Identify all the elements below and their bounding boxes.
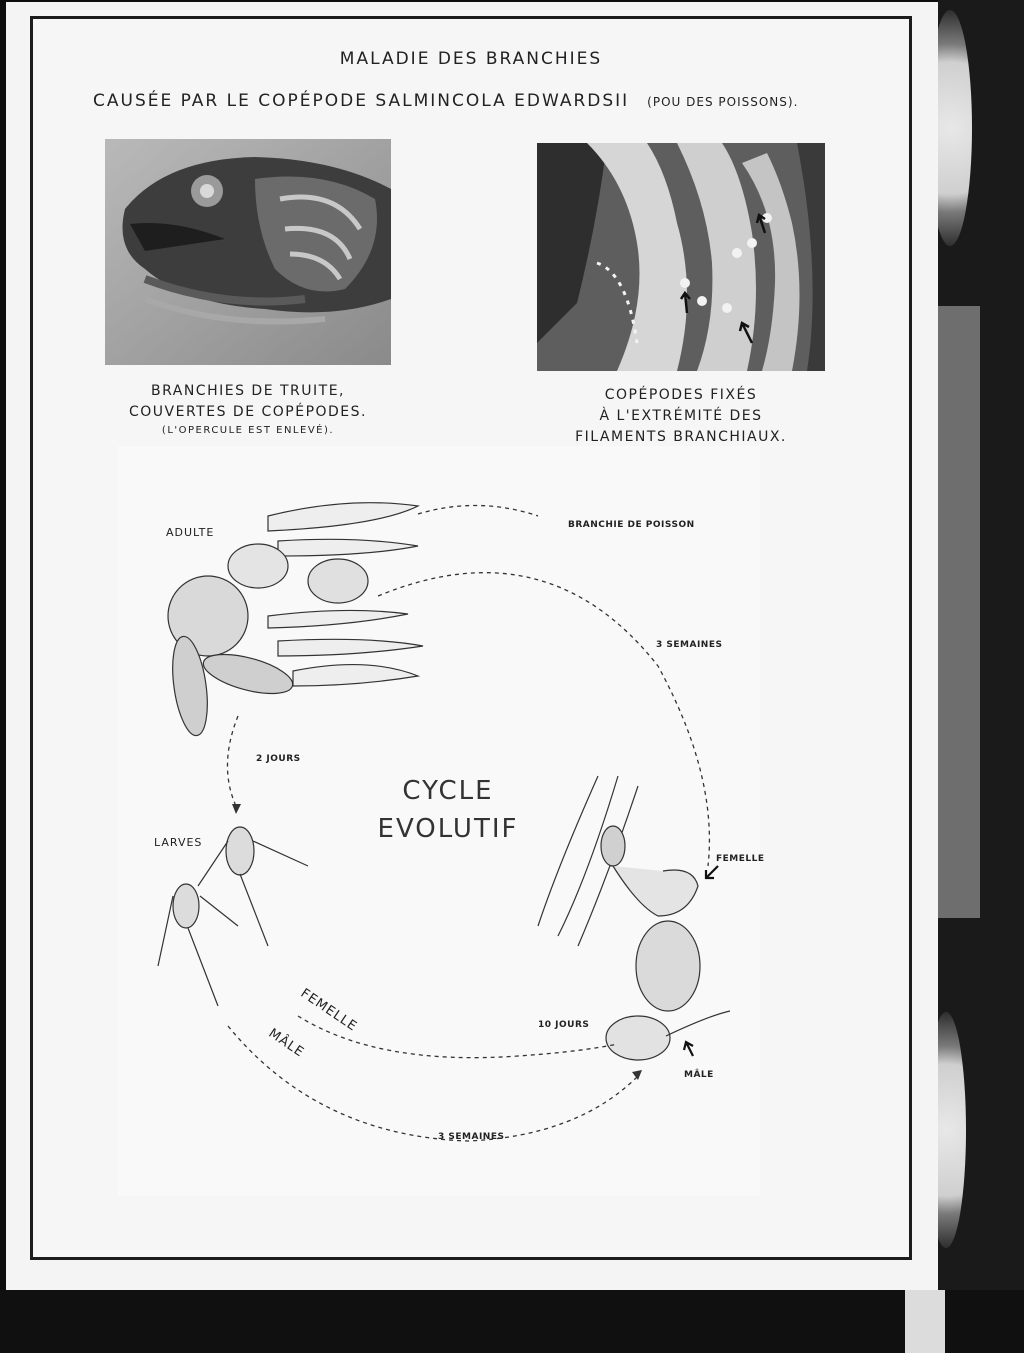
wooden-block bbox=[934, 306, 980, 918]
female-body bbox=[636, 921, 700, 1011]
bottom-edge bbox=[0, 1290, 1024, 1353]
label-dix-jours: 10 JOURS bbox=[538, 1020, 590, 1030]
cycle-title-line2: EVOLUTIF bbox=[377, 814, 519, 844]
photo-gill-filaments bbox=[537, 143, 825, 371]
arrow-femelle bbox=[706, 866, 718, 878]
label-larves: LARVES bbox=[154, 836, 203, 849]
label-male-right: MÂLE bbox=[684, 1070, 714, 1080]
label-femelle-arc: FEMELLE bbox=[297, 986, 360, 1035]
caption-right bbox=[537, 385, 825, 448]
female-head bbox=[601, 826, 625, 866]
arrowhead-male bbox=[632, 1070, 642, 1080]
gill-filament bbox=[268, 610, 408, 628]
label-male-arc: MÂLE bbox=[265, 1026, 307, 1061]
label-femelle-right: FEMELLE bbox=[716, 854, 765, 864]
cycle-title bbox=[368, 772, 528, 848]
caption-left-line3: (L'OPERCULE EST ENLEVÉ). bbox=[161, 425, 335, 436]
cycle-title-line1: CYCLE bbox=[402, 776, 494, 806]
photo-trout-gills bbox=[105, 139, 391, 365]
larva-male-tail bbox=[188, 928, 218, 1006]
gill-filament bbox=[293, 665, 418, 686]
female-arm bbox=[613, 866, 698, 916]
background-card bbox=[905, 1290, 945, 1353]
gill-filament bbox=[278, 539, 418, 556]
gill-filament-right bbox=[538, 776, 638, 946]
larva-female bbox=[226, 827, 254, 875]
poster bbox=[6, 2, 938, 1290]
larva-male bbox=[173, 884, 199, 928]
label-semaines-top: 3 SEMAINES bbox=[656, 640, 723, 650]
gill-filament bbox=[268, 503, 418, 531]
path-two-days bbox=[227, 716, 238, 806]
subtitle-text: CAUSÉE PAR LE COPÉPODE SALMINCOLA EDWARDSII bbox=[93, 91, 630, 111]
poster-title: MALADIE DES BRANCHIES bbox=[339, 49, 603, 69]
caption-right-line1: COPÉPODES FIXÉS bbox=[604, 387, 758, 403]
caption-left bbox=[105, 381, 391, 439]
poster-subtitle bbox=[93, 91, 893, 111]
arrow-male bbox=[684, 1042, 693, 1056]
caption-left-line1: BRANCHIES DE TRUITE, bbox=[150, 383, 345, 399]
label-branchie: BRANCHIE DE POISSON bbox=[568, 520, 695, 530]
adult-arm bbox=[308, 559, 368, 603]
arrowhead-two-days bbox=[232, 804, 241, 814]
subtitle-note: (POU DES POISSONS). bbox=[647, 95, 799, 109]
caption-right-line3: FILAMENTS BRANCHIAUX. bbox=[575, 429, 787, 445]
lifecycle-diagram bbox=[118, 446, 765, 1196]
caption-right-line2: À L'EXTRÉMITÉ DES bbox=[599, 408, 763, 424]
larva-female-tail bbox=[240, 874, 268, 946]
path-to-gill bbox=[418, 505, 538, 516]
male-tail bbox=[666, 1011, 730, 1036]
male-body bbox=[606, 1016, 670, 1060]
label-deux-jours: 2 JOURS bbox=[256, 754, 301, 764]
label-semaines-bottom: 3 SEMAINES bbox=[438, 1132, 505, 1142]
gill-filament bbox=[278, 639, 423, 656]
adult-head bbox=[228, 544, 288, 588]
caption-left-line2: COUVERTES DE COPÉPODES. bbox=[129, 404, 367, 420]
label-adulte: ADULTE bbox=[166, 526, 215, 539]
